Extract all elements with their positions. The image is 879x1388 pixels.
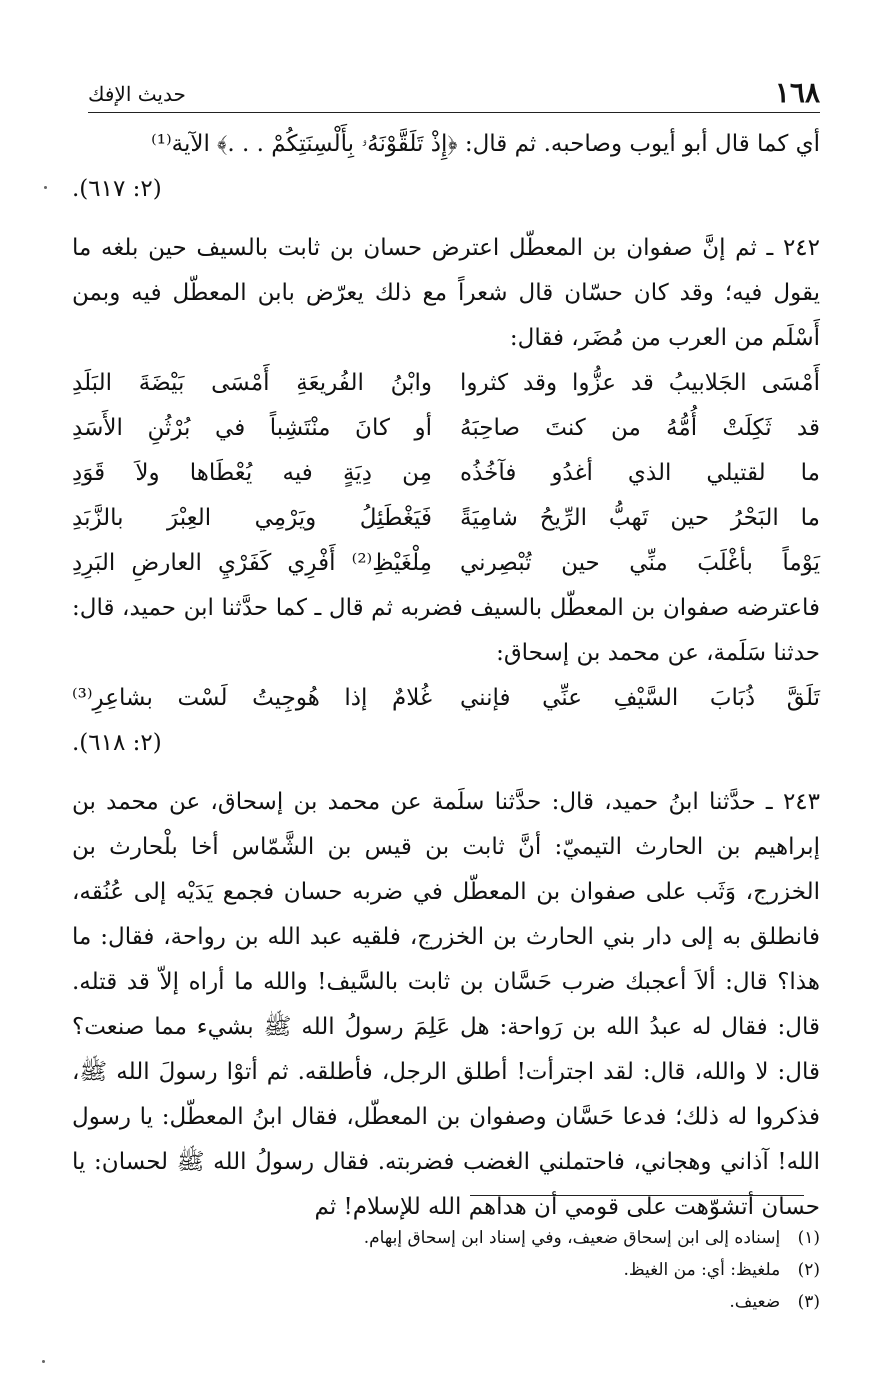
verse-second-hemistich: مِلْغَيْظِ⁽²⁾ أَفْرِي كَفَرْيِ العارضِ البَرِدِ: [72, 550, 432, 576]
footnote-number: (٣): [797, 1292, 820, 1312]
poem-verse: [72, 496, 820, 541]
poem-verse: [72, 406, 820, 451]
footnote-text: إسناده إلى ابن إسحاق ضعيف، وفي إسناد ابن إسحاق إبهام.: [363, 1228, 781, 1248]
verse-second-hemistich: غُلامٌ إذا هُوجِيتُ لَسْت بشاعِرِ⁽³⁾: [72, 685, 432, 711]
reference-2: (٢: ٦١٨).: [72, 730, 162, 756]
verse-first-hemistich: قد ثَكِلَتْ أُمُّهُ من كنتَ صاحِبَهُ: [460, 415, 820, 441]
verse-second-hemistich: فَيَغْطَئِلُ ويَرْمِي العِبْرَ بالزَّبَدِ: [72, 505, 432, 531]
poem-verse-2: [72, 676, 820, 721]
paragraph-243: ٢٤٣ ـ حدَّثنا ابنُ حميد، قال: حدَّثنا سلَمة عن محمد بن إسحاق، عن محمد بن إبراهيم بن الحارث التيميّ: أنَّ ثابت بن قيس بن الشَّمّاس أخا بلْحارث بن الخزرج، وَثَب على صفوان بن المعطّل في ضربه حسان فجمع يَدَيْه إلى عُنُقه، فانطلق به إلى دار بني الحارث بن الخزرج، فلقيه عبد الله بن رواحة، فقال: ما هذا؟ قال: ألاَ أعجبك ضرب حَسَّان بن ثابت بالسَّيف! والله ما أراه إلاّ قد قتله. قال: فقال له عبدُ الله بن رَواحة: هل عَلِمَ رسولُ الله ﷺ بشيء مما صنعت؟ قال: لا والله، قال: لقد اجترأت! أطلق الرجل، فأطلقه. ثم أتوْا رسولَ الله ﷺ، فذكروا له ذلك؛ فدعا حَسَّان وصفوان بن المعطّل، فقال ابنُ المعطّل: يا رسول الله! آذاني وهجاني، فاحتملني الغضب فضربته. فقال رسولُ الله ﷺ لحسان: يا حسان أتشوّهت على قومي أن هداهم الله للإسلام! ثم: [72, 789, 820, 1220]
footnote: [200, 1254, 820, 1286]
paragraph-1: أي كما قال أبو أيوب وصاحبه. ثم قال: ﴿إِذْ تَلَقَّوْنَهُۥ بِأَلْسِنَتِكُمْ . . .﴾ الآية⁽¹⁾: [151, 131, 820, 157]
footnote: [200, 1286, 820, 1318]
page-number: ١٦٨: [774, 76, 820, 109]
verse-first-hemistich: أَمْسَى الجَلابيبُ قد عزُّوا وقد كثروا: [460, 370, 820, 396]
verse-second-hemistich: وابْنُ الفُريعَةِ أَمْسَى بَيْضَةَ البَلَدِ: [72, 370, 432, 396]
running-title: حديث الإفك: [88, 82, 186, 106]
footnote: [200, 1222, 820, 1254]
paragraph-3: فاعترضه صفوان بن المعطّل بالسيف فضربه ثم قال ـ كما حدَّثنا ابن حميد، قال: حدثنا سَلَمة، عن محمد بن إسحاق:: [72, 595, 820, 666]
paragraph-242: ٢٤٢ ـ ثم إنَّ صفوان بن المعطّل اعترض حسان بن ثابت بالسيف حين بلغه ما يقول فيه؛ وقد كان حسّان قال شعراً مع ذلك يعرّض بابن المعطّل فيه وبمن أَسْلَم من العرب من مُضَر، فقال:: [72, 235, 820, 351]
footnotes: [200, 1222, 820, 1318]
reference-1: (٢: ٦١٧).: [72, 176, 162, 202]
poem-verse: [72, 361, 820, 406]
verse-second-hemistich: أو كانَ منْتَشِباً في بُرْثُنِ الأَسَدِ: [72, 415, 432, 441]
poem-verse: [72, 541, 820, 586]
page-header: [88, 76, 820, 113]
footnote-text: ضعيف.: [729, 1292, 781, 1312]
verse-first-hemistich: ما البَحْرُ حين تَهبُّ الرِّيحُ شامِيَةً: [460, 505, 820, 531]
verse-second-hemistich: مِن دِيَةٍ فيه يُعْطَاها ولاَ قَوَدِ: [72, 460, 432, 486]
footnote-number: (١): [797, 1228, 820, 1248]
scan-speck: [44, 186, 47, 189]
main-text: [72, 122, 820, 1230]
footnote-number: (٢): [797, 1260, 820, 1280]
footnote-text: ملغيظ: أي: من الغيظ.: [623, 1260, 781, 1280]
verse-first-hemistich: ما لقتيلي الذي أغدُو فآخُذُه: [460, 460, 820, 486]
verse-first-hemistich: تَلَقَّ ذُبَابَ السَّيْفِ عنِّي فإنني: [460, 685, 820, 711]
poem-verse: [72, 451, 820, 496]
verse-first-hemistich: يَوْماً بأغْلَبَ منِّي حين تُبْصِرني: [460, 550, 820, 576]
scan-speck: [42, 1360, 45, 1363]
footnote-divider: [470, 1195, 804, 1196]
